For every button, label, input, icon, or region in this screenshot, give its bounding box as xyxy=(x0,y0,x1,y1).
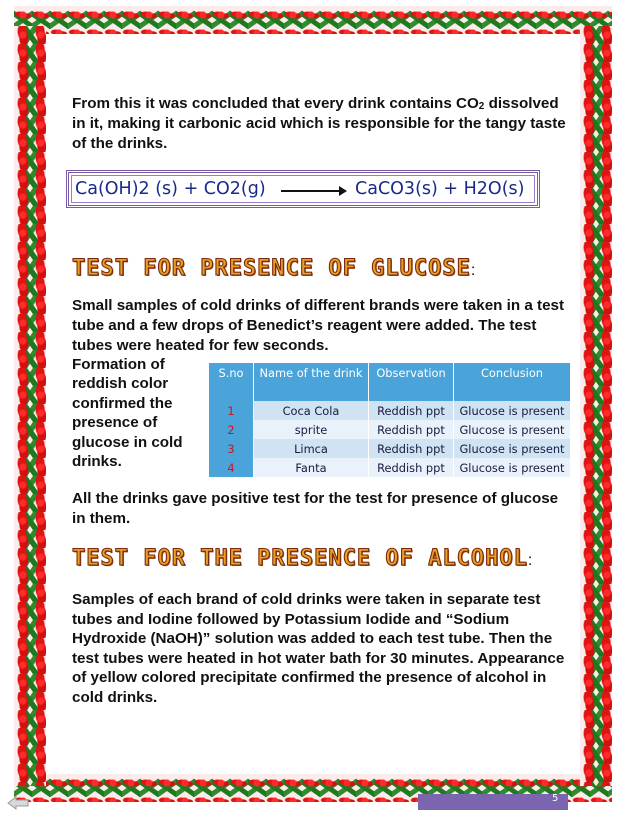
equation-box xyxy=(66,170,540,208)
intro-text-end: dissolved in it, making it carbonic acid which is responsible for the tangy taste of the drinks. xyxy=(72,95,566,152)
cell-sno: 1 xyxy=(209,401,254,420)
cell-observation: Reddish ppt xyxy=(369,439,454,458)
cell-drink: Coca Cola xyxy=(254,401,369,420)
glucose-side-text: Formation of reddish color confirmed the presence of glucose in cold drinks. xyxy=(72,356,183,471)
cell-conclusion: Glucose is present xyxy=(454,420,571,439)
page-number: 5 xyxy=(552,793,559,804)
footer-bar xyxy=(418,794,568,810)
alcohol-heading-text: TEST FOR THE PRESENCE OF ALCOHOL xyxy=(72,546,528,571)
cell-sno: 3 xyxy=(209,439,254,458)
glucose-heading-colon: : xyxy=(470,262,477,279)
header-conclusion: Conclusion xyxy=(454,363,571,401)
intro-subscript: 2 xyxy=(478,101,485,112)
equation-products: CaCO3(s) + H2O(s) xyxy=(355,179,525,199)
back-arrow-icon[interactable] xyxy=(6,795,30,811)
cell-observation: Reddish ppt xyxy=(369,458,454,477)
cell-conclusion: Glucose is present xyxy=(454,458,571,477)
table-row xyxy=(209,439,570,458)
cell-observation: Reddish ppt xyxy=(369,401,454,420)
alcohol-paragraph: Samples of each brand of cold drinks were taken in separate test tubes and Iodine followed by Potassium Iodide and “Sodium Hydroxide (NaOH)” solution was added to each test tube. Then the test tubes were heated in hot water bath for 30 minutes. Appearance of yellow colored precipitate confirmed the presence of alcohol in cold drinks. xyxy=(72,591,565,706)
table-row xyxy=(209,401,570,420)
cell-sno: 4 xyxy=(209,458,254,477)
reaction-arrow-icon xyxy=(281,190,345,192)
glucose-heading xyxy=(72,256,476,281)
glucose-heading-text: TEST FOR PRESENCE OF GLUCOSE xyxy=(72,256,471,281)
cell-drink: Fanta xyxy=(254,458,369,477)
alcohol-heading-colon: : xyxy=(527,552,534,569)
header-observation: Observation xyxy=(369,363,454,401)
intro-paragraph xyxy=(72,94,566,154)
intro-text-start: From this it was concluded that every drink contains CO xyxy=(72,95,479,112)
glucose-paragraph: Small samples of cold drinks of different brands were taken in a test tube and a few drops of Benedict’s reagent were added. The test tubes were heated for few seconds. xyxy=(72,297,565,354)
glucose-results-table xyxy=(209,363,570,477)
border-left xyxy=(14,26,46,786)
table-row xyxy=(209,458,570,477)
cell-sno: 2 xyxy=(209,420,254,439)
table-row xyxy=(209,420,570,439)
alcohol-heading xyxy=(72,546,533,571)
cell-observation: Reddish ppt xyxy=(369,420,454,439)
header-sno: S.no xyxy=(209,363,254,401)
border-right xyxy=(580,26,612,786)
cell-conclusion: Glucose is present xyxy=(454,439,571,458)
cell-conclusion: Glucose is present xyxy=(454,401,571,420)
header-drink: Name of the drink xyxy=(254,363,369,401)
cell-drink: sprite xyxy=(254,420,369,439)
glucose-result-text: All the drinks gave positive test for the test for presence of glucose in them. xyxy=(72,490,559,527)
table-header-row xyxy=(209,363,570,401)
cell-drink: Limca xyxy=(254,439,369,458)
equation-reactants: Ca(OH)2 (s) + CO2(g) xyxy=(75,179,266,199)
border-top xyxy=(14,6,612,34)
